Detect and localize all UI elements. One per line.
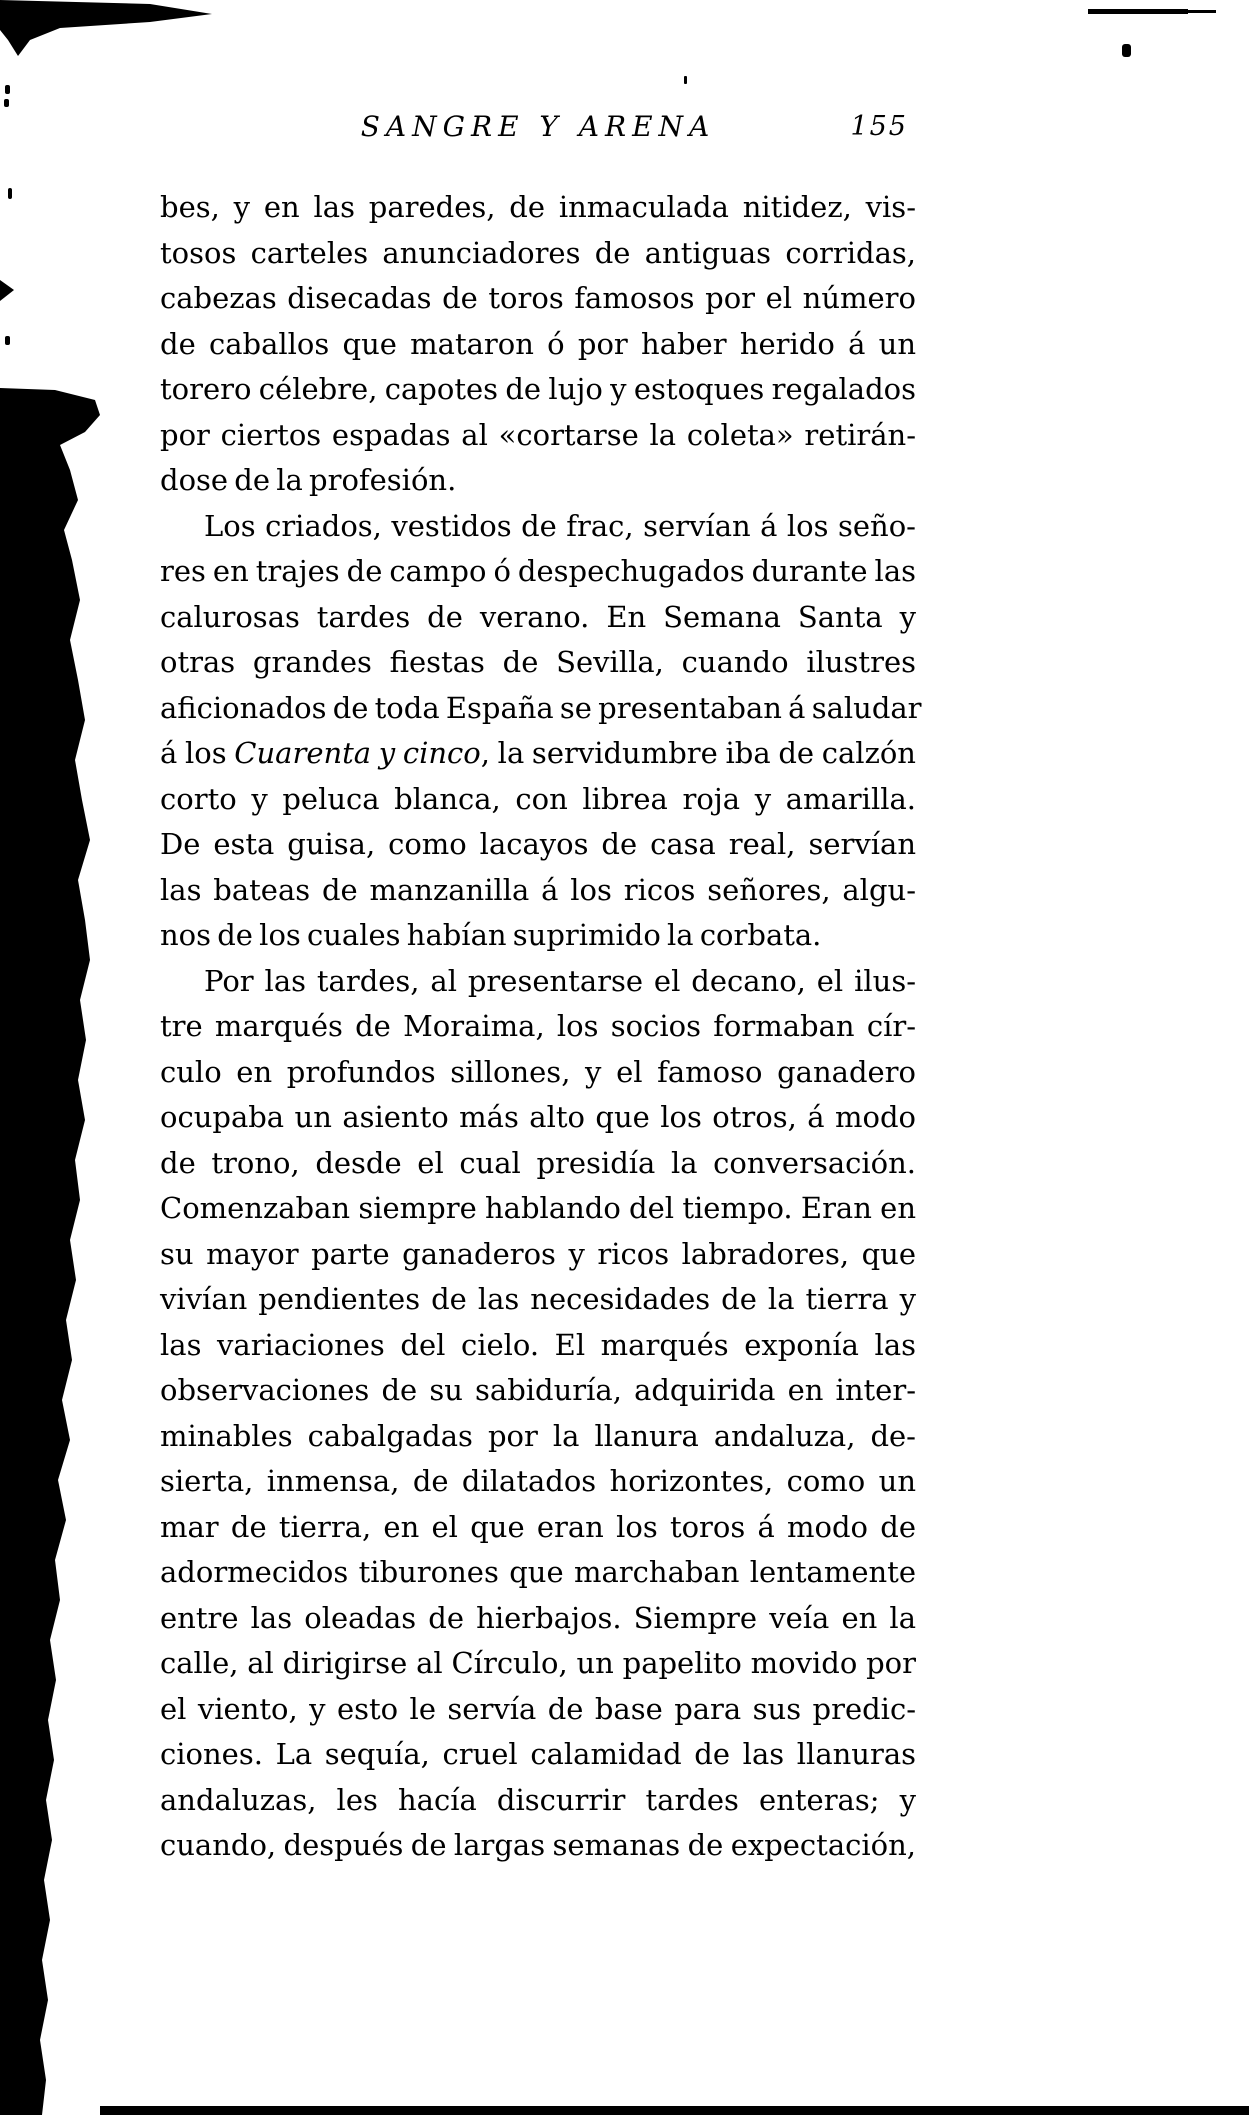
text-segment: culo en profundos sillones, y el famoso ganadero [160,1054,916,1089]
mid-speck [684,76,687,84]
text-line [160,1414,916,1460]
text-line [160,913,916,959]
text-segment: su mayor parte ganaderos y ricos labradores, que [160,1236,916,1271]
left-margin-speck-3 [8,188,12,199]
text-segment: observaciones de su sabiduría, adquirida en inter- [160,1373,916,1407]
text-line [160,1687,916,1733]
text-line [160,640,916,686]
left-margin-speck-4 [0,280,14,301]
running-header [160,110,916,156]
text-block [160,185,922,1869]
italic-text-segment: Cuarenta y cinco [234,736,481,770]
text-line [160,686,922,732]
text-segment: adormecidos tiburones que marchaban lentamente [160,1555,916,1589]
left-margin-speck-1 [5,85,10,94]
top-left-ink-blot [0,0,212,56]
text-segment: de caballos que mataron ó por haber herido á un [160,326,916,361]
text-segment: De esta guisa, como lacayos de casa real, servían [160,827,916,861]
text-segment: cabezas disecadas de toros famosos por el número [160,281,916,315]
text-segment: tre marqués de Moraima, los socios formaban cír- [160,1009,916,1043]
text-segment: otras grandes fiestas de Sevilla, cuando ilustres [160,645,916,679]
text-segment: andaluzas, les hacía discurrir tardes enteras; y [160,1782,916,1817]
text-line [160,1823,916,1869]
text-segment: entre las oleadas de hierbajos. Siempre veía en la [160,1600,916,1635]
page-title: SANGRE Y ARENA [360,110,716,143]
text-line [160,1277,916,1323]
text-line [160,549,916,595]
text-line [160,1550,916,1596]
text-segment: Por las tardes, al presentarse el decano, el ilus- [204,963,916,998]
text-line [160,777,916,823]
text-segment: las bateas de manzanilla á los ricos señores, algu- [160,872,916,907]
text-segment: el viento, y esto le servía de base para sus predic- [160,1691,916,1726]
text-line [160,822,916,868]
text-segment: ocupaba un asiento más alto que los otros, á modo [160,1100,916,1134]
text-segment: sierta, inmensa, de dilatados horizontes, como un [160,1464,916,1498]
text-segment: bes, y en las paredes, de inmaculada nitidez, vis- [160,190,916,224]
top-right-edge-mark-tail [1188,10,1216,13]
left-margin-speck-5 [5,336,10,345]
text-line [160,1368,916,1414]
left-edge-ink-blot [0,388,100,2115]
text-segment: las variaciones del cielo. El marqués exponía las [160,1327,916,1362]
text-segment: torero célebre, capotes de lujo y estoques regalados [160,372,916,406]
text-line [160,868,916,914]
text-line [160,1141,916,1187]
text-segment: cuando, después de largas semanas de expectación, [160,1828,916,1862]
text-segment: ciones. La sequía, cruel calamidad de las llanuras [160,1737,916,1771]
text-segment: vivían pendientes de las necesidades de la tierra y [160,1282,916,1316]
text-line [160,595,916,641]
top-right-edge-mark [1088,9,1188,14]
text-line [160,231,916,277]
text-line [160,367,916,413]
text-segment: calle, al dirigirse al Círculo, un papelito movido por [160,1646,916,1680]
text-line [160,1778,916,1824]
text-line [160,1459,916,1505]
text-line [160,731,916,777]
text-line [160,1050,916,1096]
text-line [160,1505,916,1551]
text-segment: , la servidumbre iba de calzón [480,736,916,770]
bottom-edge-ink-bar [100,2106,1249,2115]
text-line [160,1596,916,1642]
text-segment: de trono, desde el cual presidía la conversación. [160,1145,916,1180]
text-line [160,959,916,1005]
text-line [160,1004,916,1050]
text-line [160,1095,916,1141]
left-margin-speck-2 [4,99,9,107]
text-line [160,413,916,459]
text-line [160,185,916,231]
text-segment: Los criados, vestidos de frac, servían á los seño- [204,508,916,543]
text-segment: dose de la profesión. [160,463,457,497]
text-line [160,1232,916,1278]
text-column [160,110,922,1869]
text-line [160,504,916,550]
text-segment: nos de los cuales habían suprimido la corbata. [160,918,822,952]
text-line [160,1186,916,1232]
text-segment: res en trajes de campo ó despechugados durante las [160,554,916,588]
text-segment: tosos carteles anunciadores de antiguas corridas, [160,235,916,270]
text-segment: á los [160,736,235,770]
text-line [160,322,916,368]
text-segment: aficionados de toda España se presentaban á saludar [160,690,922,725]
text-line [160,1323,916,1369]
page-number: 155 [850,111,908,142]
right-margin-speck [1122,44,1131,57]
text-segment: por ciertos espadas al «cortarse la coleta» retirán- [160,417,916,452]
text-segment: Comenzaban siempre hablando del tiempo. Eran en [160,1191,916,1225]
text-segment: calurosas tardes de verano. En Semana Santa y [160,599,916,634]
text-segment: corto y peluca blanca, con librea roja y amarilla. [160,781,916,816]
text-segment: mar de tierra, en el que eran los toros á modo de [160,1509,916,1544]
text-line [160,458,916,504]
text-line [160,276,916,322]
text-segment: minables cabalgadas por la llanura andaluza, de- [160,1418,916,1453]
text-line [160,1732,916,1778]
text-line [160,1641,916,1687]
